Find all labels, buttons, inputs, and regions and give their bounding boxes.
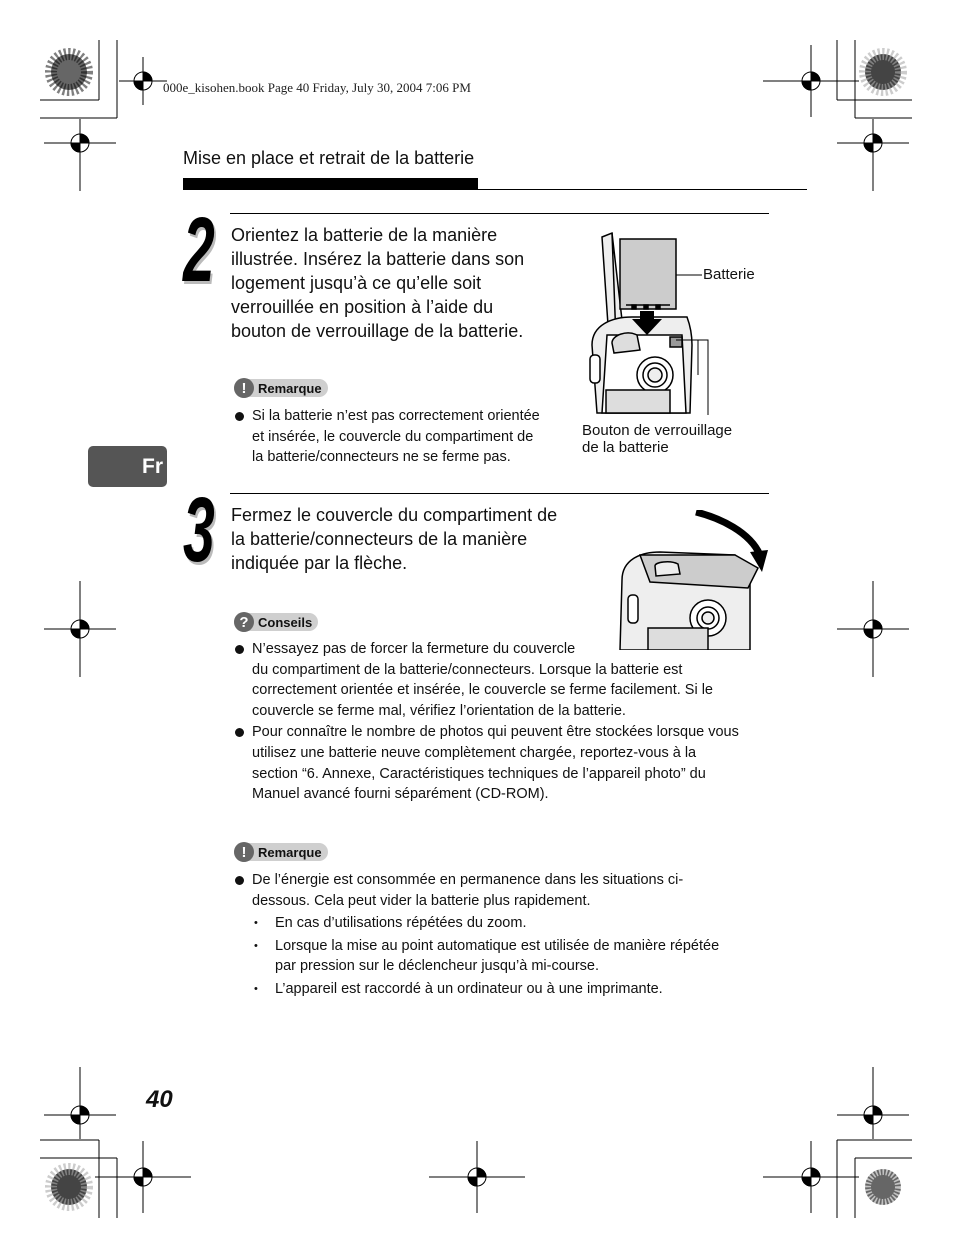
question-icon: ?: [234, 612, 254, 632]
sub-list: [234, 913, 774, 999]
step2-instruction: [231, 223, 571, 343]
text-line: verrouillée en position à l’aide du: [231, 297, 494, 317]
text-line: par pression sur le déclencheur jusqu’à mi-course.: [275, 958, 599, 975]
text-line: et insérée, le couvercle du compartiment de: [252, 428, 534, 445]
sub-item: [234, 913, 774, 934]
tips-badge: [234, 613, 318, 631]
exclamation-icon: !: [234, 842, 254, 862]
step3-tips-list: [234, 639, 774, 805]
battery-label: Batterie: [703, 266, 755, 283]
step2-note-list: [234, 406, 574, 468]
text-line: Fermez le couvercle du compartiment de: [231, 505, 558, 525]
tips-label: Conseils: [258, 614, 313, 630]
note-label: Remarque: [258, 844, 322, 860]
list-item: [234, 406, 574, 468]
text-line: bouton de verrouillage de la batterie.: [231, 321, 524, 341]
title-bar-thick: [183, 178, 478, 190]
text-line: correctement orientée et insérée, le couvercle se ferme facilement. Si le: [252, 682, 713, 699]
text-line: indiquée par la flèche.: [231, 553, 408, 573]
text-line: logement jusqu’à ce qu’elle soit: [231, 273, 482, 293]
exclamation-icon: !: [234, 378, 254, 398]
list-item: [234, 870, 774, 1000]
note-badge: [234, 843, 328, 861]
list-item: [234, 722, 774, 804]
step3-instruction: [231, 503, 601, 575]
text-line: couvercle se ferme mal, vérifiez l’orientation de la batterie.: [252, 702, 626, 719]
text-line: • Lorsque la mise au point automatique est utilisée de manière répétée: [275, 937, 720, 954]
print-slug: 000e_kisohen.book Page 40 Friday, July 30, 2004 7:06 PM: [163, 80, 471, 95]
step2-rule: [230, 213, 769, 214]
sub-item: [234, 936, 774, 977]
text-line: Pour connaître le nombre de photos qui peuvent être stockées lorsque vous: [252, 724, 739, 741]
title-bar-thin: [478, 189, 807, 190]
text-line: illustrée. Insérez la batterie dans son: [231, 249, 525, 269]
section-title: Mise en place et retrait de la batterie: [183, 148, 475, 168]
text-line: De l’énergie est consommée en permanence dans les situations ci-: [252, 872, 684, 888]
lock-button-label: [582, 422, 732, 456]
battery-insertion-illustration: [572, 225, 762, 415]
cover-closing-illustration: [610, 510, 770, 650]
text-line: dessous. Cela peut vider la batterie plus rapidement.: [252, 892, 591, 909]
sub-item-text: L’appareil est raccordé à un ordinateur ou à une imprimante.: [275, 980, 663, 997]
language-tab: [88, 446, 167, 487]
sub-item-text: En cas d’utilisations répétées du zoom.: [275, 915, 527, 932]
text-line: la batterie/connecteurs ne se ferme pas.: [252, 449, 511, 466]
text-line: N’essayez pas de forcer la fermeture du couvercle: [252, 641, 576, 657]
text-line: utilisez une batterie neuve complètement chargée, reportez-vous à la: [252, 744, 697, 761]
note-label: Remarque: [258, 380, 322, 396]
language-tab-label: Fr: [142, 454, 163, 478]
text-line: de la batterie: [582, 439, 669, 456]
text-line: section “6. Annexe, Caractéristiques techniques de l’appareil photo” du: [252, 765, 706, 782]
step3-rule: [230, 493, 769, 494]
text-line: du compartiment de la batterie/connecteurs. Lorsque la batterie est: [252, 661, 683, 678]
page-number: 40: [146, 1086, 173, 1113]
note2-list: [234, 870, 774, 1000]
step2-number: 2: [183, 199, 215, 301]
text-line: la batterie/connecteurs de la manière: [231, 529, 528, 549]
text-line: Si la batterie n’est pas correctement orientée: [252, 408, 540, 424]
note-badge: [234, 379, 328, 397]
text-line: Bouton de verrouillage: [582, 422, 733, 439]
list-item: [234, 639, 774, 721]
text-line: Manuel avancé fourni séparément (CD-ROM).: [252, 786, 549, 803]
text-line: Orientez la batterie de la manière: [231, 225, 498, 245]
sub-item: [234, 979, 774, 1000]
step3-number: 3: [183, 479, 215, 581]
